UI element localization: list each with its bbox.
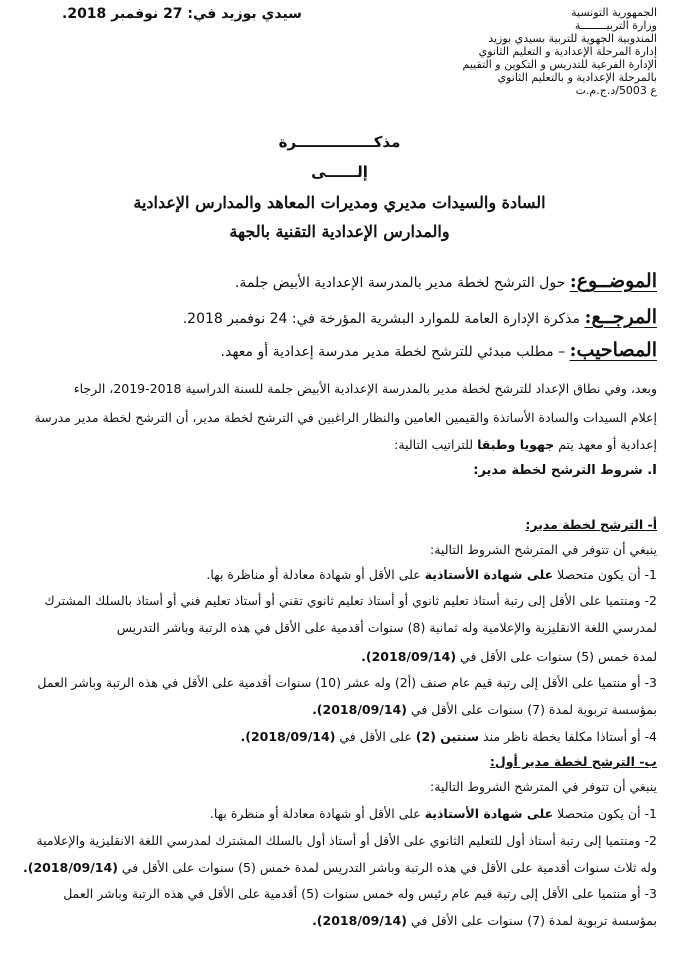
subject-text: حول الترشح لخطة مدير بالمدرسة الإعدادية الأبيض جلمة. [234, 275, 566, 291]
intro-paragraph: إعلام السيدات والسادة الأساتذة والقيمين العامين والنظار الراغبين في الترشح لخطة مدير، أن الترشح لخطة مدير مدرسة [34, 410, 657, 425]
subsection-heading-b: ب- الترشح لخطة مدير أول: [489, 754, 657, 769]
header-line: الإدارة الفرعية للتدريس و التكوين و التقييم [462, 58, 657, 71]
header-line: المندوبية الجهوية للتربية بسيدي بوزيد [488, 32, 657, 45]
addressee-line-1: السادة والسيدات مديري ومديرات المعاهد والمدارس الإعدادية [133, 193, 546, 212]
reference-row [57, 306, 657, 328]
attachments-text: – مطلب مبدئي للترشح لخطة مدير مدرسة إعدادية أو معهد. [220, 344, 566, 360]
memo-title: مذكـــــــــــــــرة [278, 133, 401, 151]
condition-item: بمؤسسة تربوية لمدة (7) سنوات على الأقل في (2018/09/14). [312, 702, 657, 717]
reference-text: مذكرة الإدارة العامة للموارد البشرية المؤرخة في: 24 نوفمبر 2018. [182, 311, 580, 327]
intro-paragraph: وبعد، وفي نطاق الإعداد للترشح لخطة مدير بالمدرسة الإعدادية الأبيض جلمة للسنة الدراسية 2018-2019، الرجاء [73, 381, 657, 396]
section-heading: I. شروط الترشح لخطة مدير: [473, 463, 657, 478]
header-line: وزارة التربيــــــــة [574, 19, 657, 32]
reference-label: المرجــع: [584, 306, 657, 328]
addressee-line-2: والمدارس الإعدادية التقنية بالجهة [229, 222, 450, 241]
condition-item: وله ثلاث سنوات أقدمية على الأقل في هذه الرتبة وباشر التدريس لمدة خمس (5) سنوات على الأقل في (2018/09/14). [23, 860, 657, 875]
conditions-lead: ينبغي أن تتوفر في المترشح الشروط التالية: [430, 542, 657, 557]
memo-to: إلــــــى [311, 163, 368, 181]
header-line: الجمهورية التونسية [571, 6, 657, 19]
attachments-label: المصاحيب: [569, 339, 657, 361]
ministry-header [397, 6, 657, 97]
conditions-lead: ينبغي أن تتوفر في المترشح الشروط التالية: [430, 779, 657, 794]
condition-item: 4- أو أستاذا مكلفا بخطة ناظر منذ سنتين (2) على الأقل في (2018/09/14). [240, 729, 657, 744]
condition-item: 1- أن يكون متحصلا على شهادة الأستاذية على الأقل أو شهادة معادلة أو مناظرة بها. [206, 567, 657, 582]
condition-item: لمدة خمس (5) سنوات على الأقل في (2018/09/14). [361, 649, 657, 664]
reference-number: ع 5003/د.ج.م.ت [575, 84, 657, 97]
header-line: إدارة المرحلة الإعدادية و التعليم الثانوي [478, 45, 657, 58]
condition-item: 2- ومنتميا إلى رتبة أستاذ أول للتعليم الثانوي على الأقل أو أستاذ أول بالسلك المشترك لمدرسي اللغة الانقليزية والإعلامية [36, 833, 657, 848]
subject-label: الموضــوع: [569, 270, 657, 292]
intro-paragraph: إعدادية أو معهد يتم جهويا وطبقا للتراتيب التالية: [394, 437, 657, 452]
condition-item: لمدرسي اللغة الانقليزية والإعلامية وله ثمانية (8) سنوات أقدمية على الأقل في هذه الرتبة وباشر التدريس [116, 620, 657, 635]
condition-item: 3- أو منتميا على الأقل إلى رتبة قيم عام صنف (أ2) وله عشر (10) سنوات أقدمية على الأقل في هذه الرتبة وباشر العمل [37, 675, 657, 690]
subsection-heading-a: أ- الترشح لخطة مدير: [525, 517, 657, 532]
condition-item: 3- أو منتميا على الأقل إلى رتبة قيم عام رئيس وله خمس سنوات (5) أقدمية على الأقل في هذه الرتبة وباشر العمل [63, 886, 657, 901]
header-line: بالمرحلة الإعدادية و بالتعليم الثانوي [497, 71, 657, 84]
attachments-row [57, 339, 657, 361]
condition-item: 2- ومنتميا على الأقل إلى رتبة أستاذ تعليم ثانوي أو أستاذ تعليم ثانوي تقني أو أستاذ تعليم فني أو أستاذ بالسلك المشترك [44, 593, 657, 608]
emphasis: جهويا وطبقا [477, 437, 555, 452]
subject-row [57, 270, 657, 292]
place-date: سيدي بوزيد في: 27 نوفمبر 2018. [62, 6, 302, 22]
condition-item: 1- أن يكون متحصلا على شهادة الأستاذية على الأقل أو شهادة معادلة أو منظرة بها. [209, 806, 657, 821]
condition-item: بمؤسسة تربوية لمدة (7) سنوات على الأقل في (2018/09/14). [312, 913, 657, 928]
